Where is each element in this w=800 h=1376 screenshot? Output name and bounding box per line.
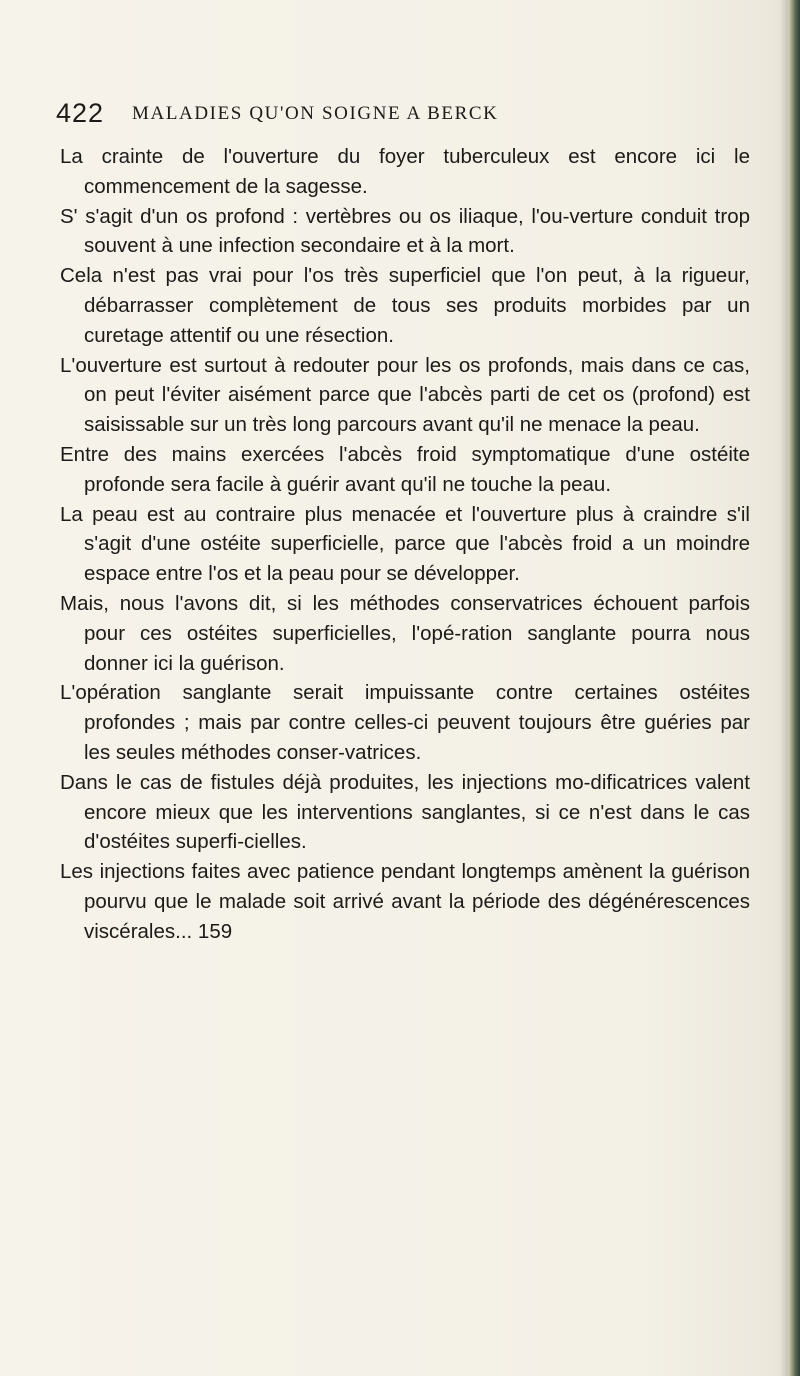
paragraph: Les injections faites avec patience pendant longtemps amènent la guérison pourvu que le malade soit arrivé avant la période des dégénérescences viscérales... 159 bbox=[60, 860, 750, 943]
paragraph: Mais, nous l'avons dit, si les méthodes conservatrices échouent parfois pour ces ostéites superficielles, l'opé-ration sanglante pourra nous donner ici la guérison. bbox=[60, 591, 750, 675]
paragraph: La peau est au contraire plus menacée et l'ouverture plus à craindre s'il s'agit d'une ostéite superficielle, parce que l'abcès froid a un moindre espace entre l'os et la peau pour se développer. bbox=[60, 502, 750, 586]
paragraph: Dans le cas de fistules déjà produites, les injections mo-dificatrices valent encore mieux que les interventions sanglantes, si ce n'est dans le cas d'ostéites superfi-cielles. bbox=[60, 770, 750, 854]
binding-edge bbox=[788, 0, 800, 1376]
paragraph: L'opération sanglante serait impuissante contre certaines ostéites profondes ; mais par contre celles-ci peuvent toujours être guéries par les seules méthodes conser-vatrices. bbox=[60, 681, 750, 764]
page-number: 422 bbox=[56, 98, 105, 128]
page-header bbox=[56, 98, 736, 138]
paragraph: L'ouverture est surtout à redouter pour les os profonds, mais dans ce cas, on peut l'éviter aisément parce que l'abcès parti de cet os (profond) est saisissable sur un très long parcours avant qu'il ne menace la peau. bbox=[60, 353, 750, 437]
paragraph: S' s'agit d'un os profond : vertèbres ou os iliaque, l'ou-verture conduit trop souvent à une infection secondaire et à la mort. bbox=[60, 204, 750, 258]
paragraph: Entre des mains exercées l'abcès froid symptomatique d'une ostéite profonde sera facile à guérir avant qu'il ne touche la peau. bbox=[60, 442, 750, 496]
paragraph: Cela n'est pas vrai pour l'os très superficiel que l'on peut, à la rigueur, débarrasser complètement de tous ses produits morbides par un curetage attentif ou une résection. bbox=[60, 264, 750, 347]
running-head: MALADIES QU'ON SOIGNE A BERCK bbox=[132, 103, 499, 124]
paragraph: La crainte de l'ouverture du foyer tuberculeux est encore ici le commencement de la sagesse. bbox=[60, 145, 750, 198]
body-text bbox=[60, 142, 750, 947]
